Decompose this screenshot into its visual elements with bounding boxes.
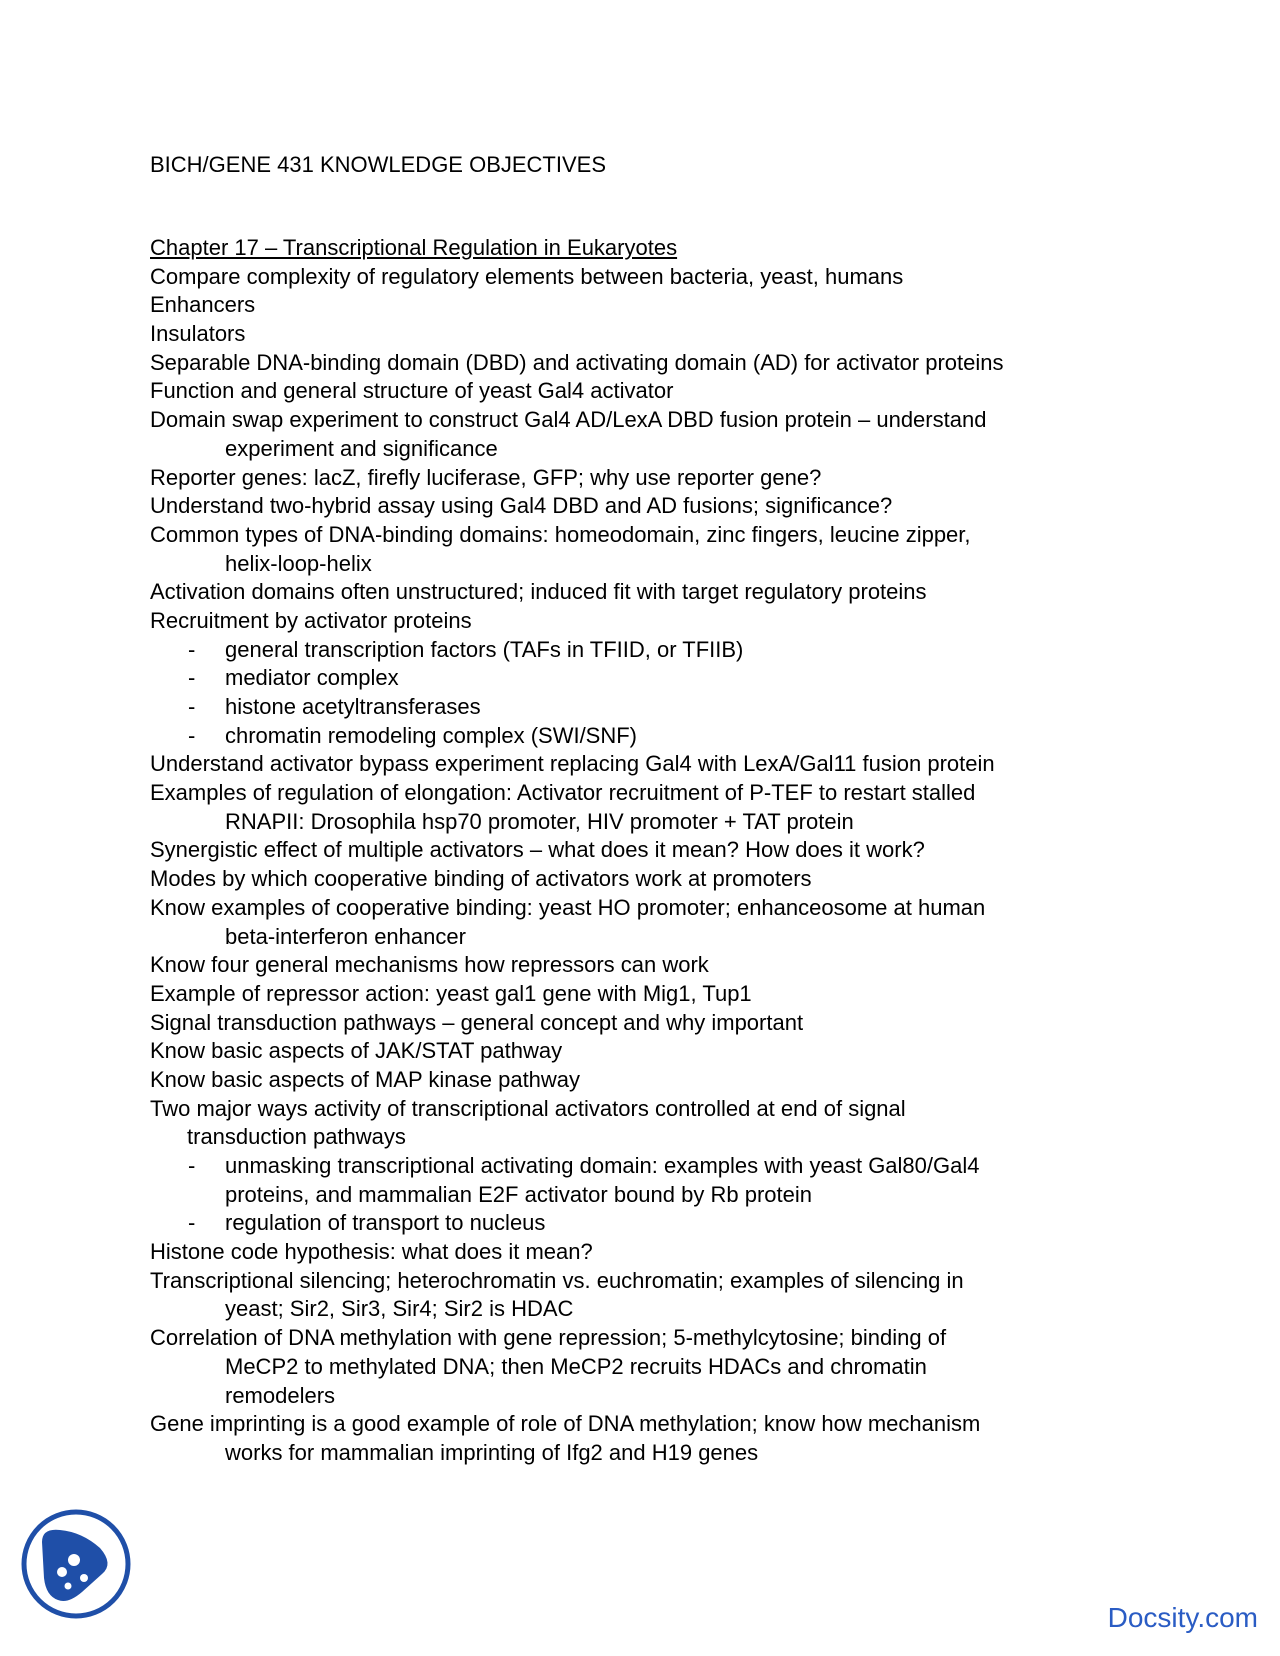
bullet-dash: - xyxy=(188,1153,196,1178)
objective-continuation: works for mammalian imprinting of Ifg2 and H19 genes xyxy=(225,1439,759,1465)
objective-line: Two major ways activity of transcriptional activators controlled at end of signal xyxy=(150,1095,906,1121)
objective-continuation: remodelers xyxy=(225,1382,336,1408)
bullet-text: general transcription factors (TAFs in TFIID, or TFIIB) xyxy=(225,636,744,662)
objective-line: Synergistic effect of multiple activators – what does it mean? How does it work? xyxy=(150,837,925,863)
objective-line: Insulators xyxy=(150,321,246,347)
bullet-item xyxy=(150,664,1240,693)
objective-continuation: beta-interferon enhancer xyxy=(225,923,466,949)
bullet-dash: - xyxy=(188,1210,196,1236)
bullet-text: chromatin remodeling complex (SWI/SNF) xyxy=(225,722,638,748)
bullet-continuation: proteins, and mammalian E2F activator bound by Rb protein xyxy=(225,1181,812,1207)
objective-line: Modes by which cooperative binding of activators work at promoters xyxy=(150,866,812,892)
objective-line: Signal transduction pathways – general concept and why important xyxy=(150,1009,804,1035)
objective-line: Activation domains often unstructured; induced fit with target regulatory proteins xyxy=(150,579,927,605)
objective-line: Separable DNA-binding domain (DBD) and activating domain (AD) for activator proteins xyxy=(150,349,1004,375)
objective-line: Gene imprinting is a good example of role of DNA methylation; know how mechanism xyxy=(150,1411,981,1437)
objective-continuation: MeCP2 to methylated DNA; then MeCP2 recruits HDACs and chromatin xyxy=(225,1353,927,1379)
objective-line: Enhancers xyxy=(150,292,256,318)
bullet-item xyxy=(150,1152,1240,1181)
objective-line: Histone code hypothesis: what does it mean? xyxy=(150,1239,593,1265)
bullet-text: histone acetyltransferases xyxy=(225,694,481,719)
objective-continuation: experiment and significance xyxy=(225,435,498,461)
bullet-dash: - xyxy=(188,665,196,691)
objective-line: Transcriptional silencing; heterochromatin vs. euchromatin; examples of silencing in xyxy=(150,1267,964,1293)
objective-line: Domain swap experiment to construct Gal4 AD/LexA DBD fusion protein – understand xyxy=(150,407,987,433)
bullet-text: mediator complex xyxy=(225,665,399,691)
objective-line: Recruitment by activator proteins xyxy=(150,607,472,633)
bullet-item xyxy=(150,722,1240,751)
bullet-item xyxy=(150,636,1240,665)
objective-line: Compare complexity of regulatory elements between bacteria, yeast, humans xyxy=(150,263,904,289)
objective-line: Understand activator bypass experiment replacing Gal4 with LexA/Gal11 fusion protein xyxy=(150,751,995,777)
document-title: BICH/GENE 431 KNOWLEDGE OBJECTIVES xyxy=(150,152,607,177)
bullet-item xyxy=(150,693,1240,722)
objective-line: Know four general mechanisms how repressors can work xyxy=(150,952,709,978)
objective-continuation: RNAPII: Drosophila hsp70 promoter, HIV promoter + TAT protein xyxy=(225,808,854,834)
bullet-dash: - xyxy=(188,722,196,748)
objective-line: Know basic aspects of JAK/STAT pathway xyxy=(150,1038,563,1064)
objective-line: Understand two-hybrid assay using Gal4 DBD and AD fusions; significance? xyxy=(150,493,893,519)
objective-line: Correlation of DNA methylation with gene repression; 5-methylcytosine; binding of xyxy=(150,1325,947,1351)
objective-continuation: transduction pathways xyxy=(187,1124,406,1150)
objective-continuation: yeast; Sir2, Sir3, Sir4; Sir2 is HDAC xyxy=(225,1296,574,1322)
objective-line: Example of repressor action: yeast gal1 gene with Mig1, Tup1 xyxy=(150,980,752,1006)
objective-line: Common types of DNA-binding domains: homeodomain, zinc fingers, leucine zipper, xyxy=(150,521,971,547)
objective-line: Reporter genes: lacZ, firefly luciferase, GFP; why use reporter gene? xyxy=(150,464,822,490)
objective-continuation: helix-loop-helix xyxy=(225,550,372,576)
objective-line: Examples of regulation of elongation: Activator recruitment of P-TEF to restart stalled xyxy=(150,780,976,806)
objective-line: Know basic aspects of MAP kinase pathway xyxy=(150,1066,581,1092)
bullet-text: unmasking transcriptional activating domain: examples with yeast Gal80/Gal4 xyxy=(225,1153,980,1178)
bullet-dash: - xyxy=(188,636,196,662)
objectives-list xyxy=(150,234,1240,1468)
objective-line: Know examples of cooperative binding: yeast HO promoter; enhanceosome at human xyxy=(150,894,986,920)
docsity-logo-icon xyxy=(20,1508,132,1620)
docsity-watermark: Docsity.com xyxy=(1107,1602,1258,1633)
bullet-dash: - xyxy=(188,694,196,719)
bullet-item xyxy=(150,1209,1240,1238)
chapter-heading: Chapter 17 – Transcriptional Regulation in Eukaryotes xyxy=(150,235,678,260)
bullet-text: regulation of transport to nucleus xyxy=(225,1210,546,1236)
objective-line: Function and general structure of yeast Gal4 activator xyxy=(150,378,674,404)
